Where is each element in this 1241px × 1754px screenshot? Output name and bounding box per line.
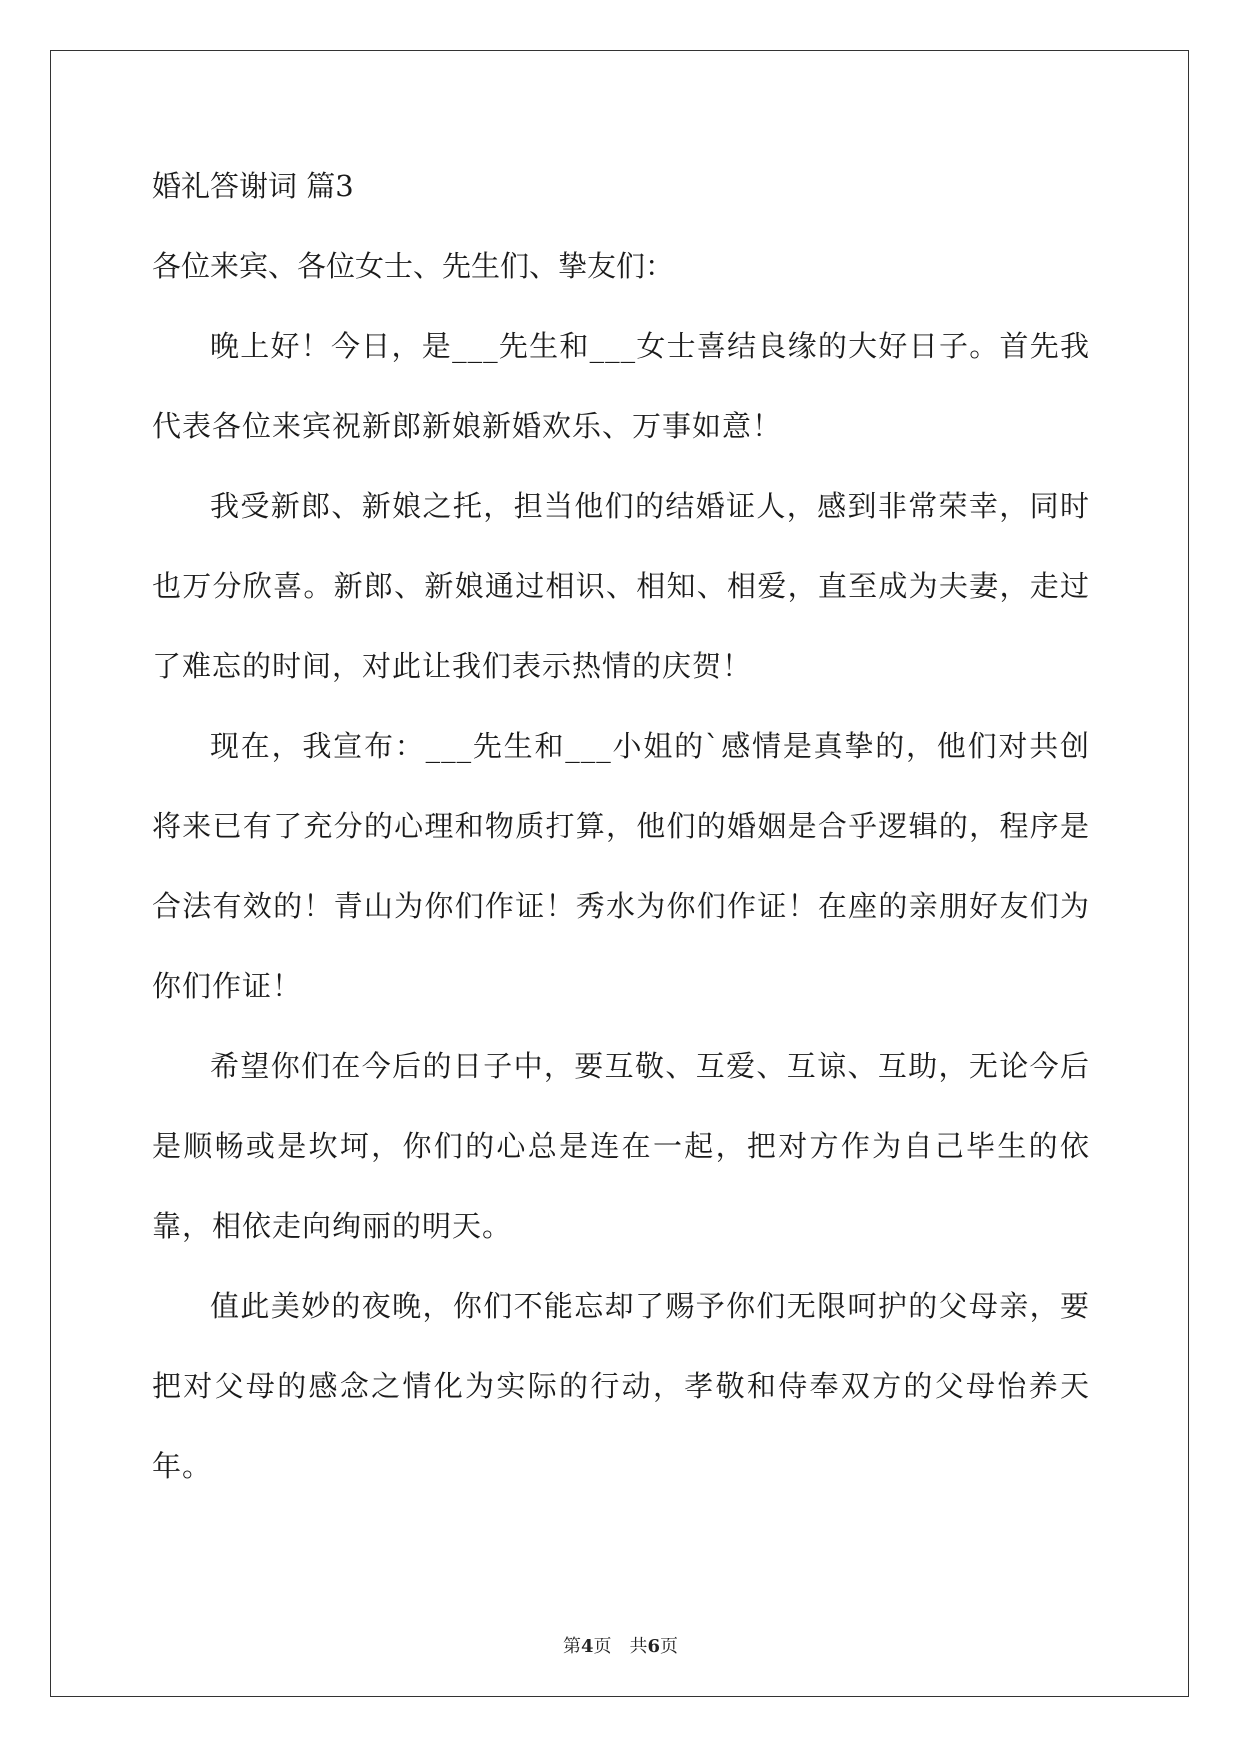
paragraph-wishes: 希望你们在今后的日子中，要互敬、互爱、互谅、互助，无论今后是顺畅或是坎坷，你们的心总是连在一起，把对方作为自己毕生的依靠，相依走向绚丽的明天。 xyxy=(152,1049,1090,1243)
paragraph-parents: 值此美妙的夜晚，你们不能忘却了赐予你们无限呵护的父母亲，要把对父母的感念之情化为实际的行动，孝敬和侍奉双方的父母怡养天年。 xyxy=(152,1289,1090,1483)
salutation: 各位来宾、各位女士、先生们、挚友们： xyxy=(152,249,675,283)
total-pages-number: 6 xyxy=(647,1636,661,1657)
document-title: 婚礼答谢词 篇3 xyxy=(152,169,354,203)
page-mid: 页 共 xyxy=(593,1636,648,1657)
current-page-number: 4 xyxy=(580,1636,594,1657)
paragraph-greeting: 晚上好！今日，是___先生和___女士喜结良缘的大好日子。首先我代表各位来宾祝新郎新娘新婚欢乐、万事如意！ xyxy=(152,329,1090,443)
page-prefix: 第 xyxy=(562,1636,581,1657)
paragraph-announcement: 现在，我宣布：___先生和___小姐的`感情是真挚的，他们对共创将来已有了充分的心理和物质打算，他们的婚姻是合乎逻辑的，程序是合法有效的！青山为你们作证！秀水为你们作证！在座的亲朋好友们为你们作证！ xyxy=(152,729,1090,1003)
page-suffix: 页 xyxy=(660,1636,679,1657)
paragraph-witness: 我受新郎、新娘之托，担当他们的结婚证人，感到非常荣幸，同时也万分欣喜。新郎、新娘通过相识、相知、相爱，直至成为夫妻，走过了难忘的时间，对此让我们表示热情的庆贺！ xyxy=(152,489,1090,683)
document-body xyxy=(152,165,1090,1506)
page-footer xyxy=(0,1635,1241,1659)
